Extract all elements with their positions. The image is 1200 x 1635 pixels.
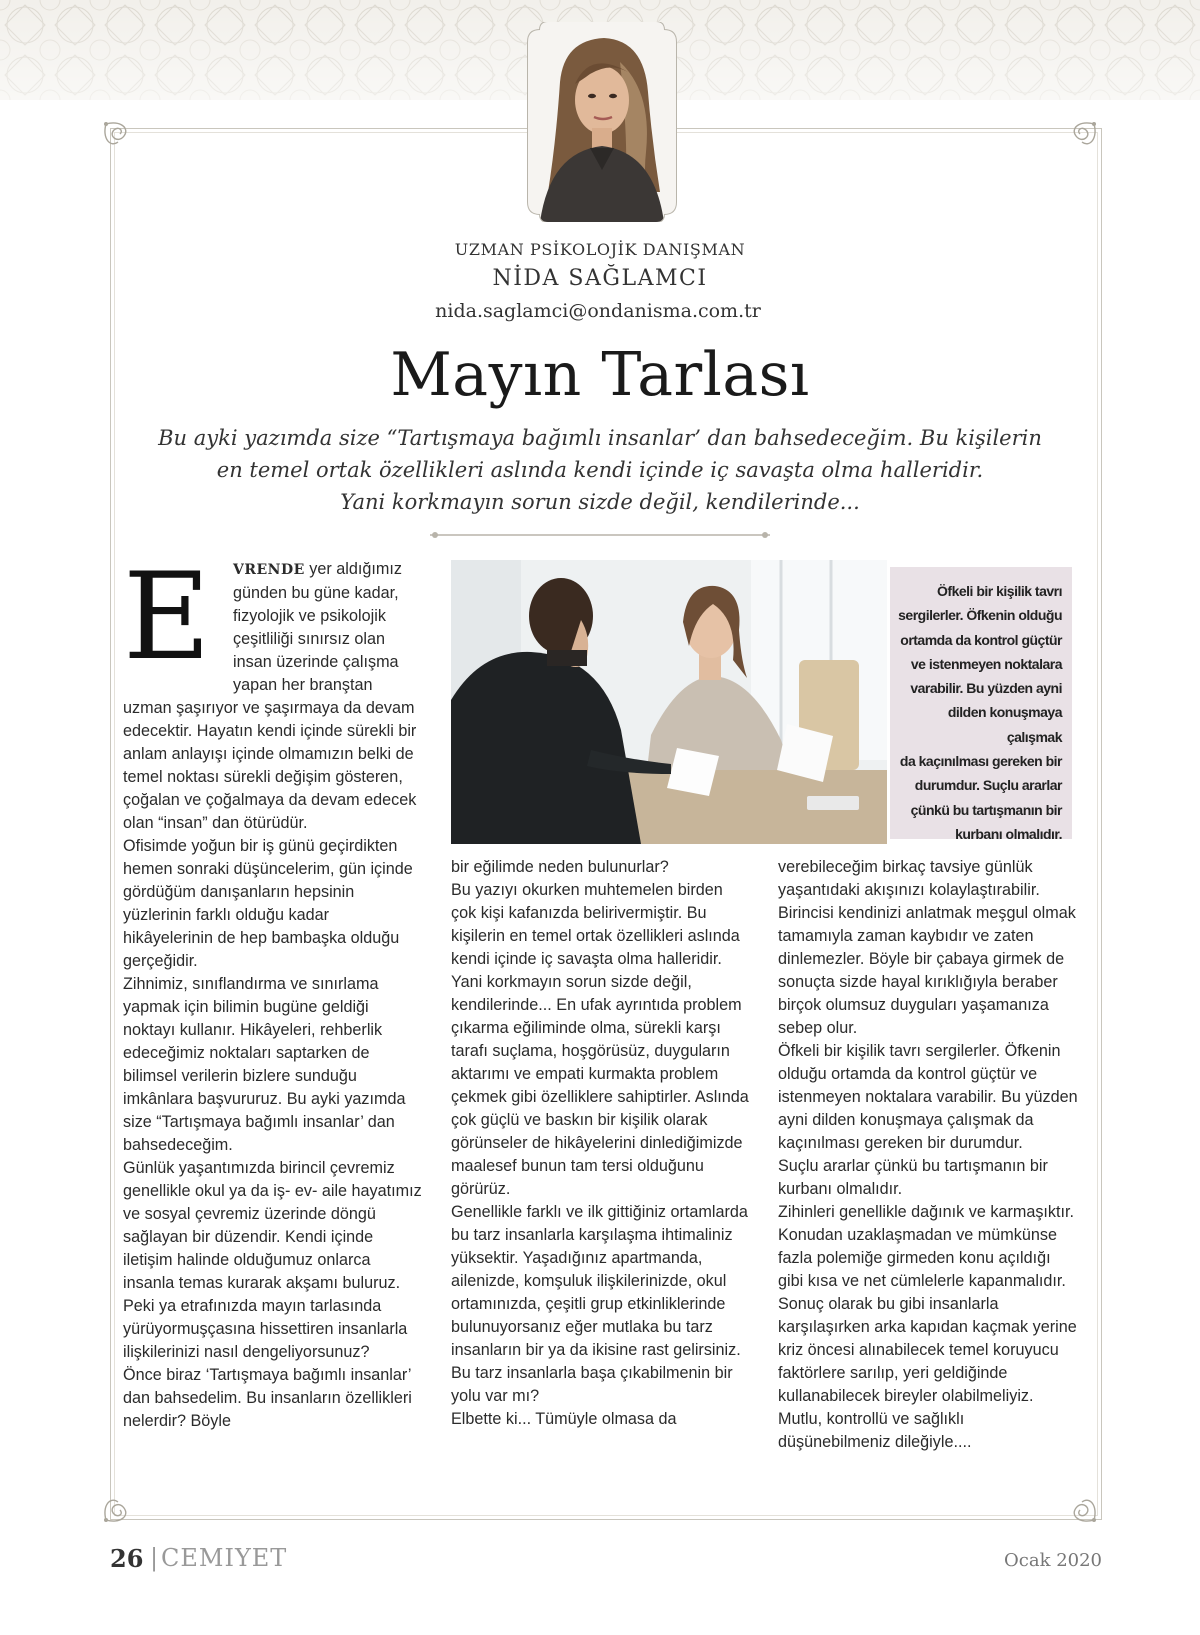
pull-quote-line: ortamda da kontrol güçtür bbox=[900, 631, 1062, 648]
paragraph: Sonuç olarak bu gibi insanlarla karşılaşırken arka kapıdan kaçmak yerine kriz öncesi alınabilecek temel koruyucu faktörlere sarılıp, yeri geldiğinde kullanabilecek bireyler olabilmeliyiz. Mutlu, kontrollü ve sağlıklı düşünebilmeniz dileğiyle.... bbox=[778, 1295, 1077, 1451]
paragraph: Genellikle farklı ve ilk gittiğiniz ortamlarda bu tarz insanlarla karşılaşma ihtimaliniz yüksektir. Yaşadığınız apartmanda, ailenizde, komşuluk ilişkilerinizde, okul ortamınızda, çeşitli grup etkinliklerinde bulunuyorsanız eğer mutlaka bu tarz insanların bir ya da ikisine rast gelirsiniz. bbox=[451, 1203, 748, 1359]
corner-ornament-icon bbox=[100, 118, 146, 164]
corner-ornament-icon bbox=[1054, 118, 1100, 164]
paragraph: Önce biraz ‘Tartışmaya bağımlı insanlar’ dan bahsedelim. Bu insanların özellikleri nelerdir? Böyle bbox=[123, 1366, 412, 1430]
corner-ornament-icon bbox=[1054, 1480, 1100, 1526]
paragraph: Birincisi kendinizi anlatmak meşgul olmak tamamıyla zaman kaybıdır ve zaten dinlemezler. Böyle bir çabaya girmek de sonuçta sizde hayal kırıklığıyla beraber birçok olumsuz duyguları yaşamanıza sebep olur. bbox=[778, 904, 1076, 1037]
column-3 bbox=[778, 856, 1078, 1454]
paragraph: Suçlu ararlar çünkü bu tartışmanın bir kurbanı olmalıdır. bbox=[778, 1157, 1048, 1198]
paragraph: Bu yazıyı okurken muhtemelen birden çok kişi kafanızda belirivermiştir. Bu kişilerin en temel ortak özellikleri aslında kendi içinde iç savaşta olma halleridir. Yani korkmayın sorun sizde değil, kendilerinde... En ufak ayrıntıda problem çıkarma eğiliminde olma, sürekli karşı tarafı suçlama, hoşgörüsüz, duyguların aktarımı ve empati kurmakta problem çekmek gibi özelliklere sahiptirler. Aslında çok güçlü ve baskın bir kişilik olarak görünseler de hikâyelerini dinlediğimizde maalesef bunun tam tersi olduğunu görürüz. bbox=[451, 881, 749, 1198]
issue-date: Ocak 2020 bbox=[1004, 1550, 1103, 1571]
pull-quote-line: durumdur. Suçlu ararlar bbox=[914, 777, 1062, 794]
article-photo bbox=[451, 560, 887, 844]
intro-paragraph bbox=[123, 548, 423, 835]
lead-line: Yani korkmayın sorun sizde değil, kendilerinde... bbox=[340, 490, 860, 514]
pull-quote-line: kurbanı olmalıdır. bbox=[955, 825, 1062, 842]
magazine-name: CEMIYET bbox=[161, 1544, 288, 1572]
pull-quote-line: Öfkeli bir kişilik tavrı bbox=[937, 583, 1062, 599]
pull-quote-line: sergilerler. Öfkenin olduğu bbox=[898, 607, 1062, 624]
paragraph: Zihnimiz, sınıflandırma ve sınırlama yapmak için bilimin bugüne geldiği noktayı kullanır. Hikâyeleri, rehberlik edeceğimiz noktaları saptarken de bilimsel verilerin bizlere sunduğu imkânlara başvururuz. Bu ayki yazımda size “Tartışmaya bağımlı insanlar’ dan bahsedeceğim. bbox=[123, 975, 406, 1154]
paragraph: Bu tarz insanlarla başa çıkabilmenin bir yolu var mı? bbox=[451, 1364, 733, 1405]
lead-line: Bu ayki yazımda size “Tartışmaya bağımlı insanlar’ dan bahsedeceğim. Bu kişilerin bbox=[158, 426, 1042, 450]
intro-text: yer aldığımız günden bu güne kadar, fizyolojik ve psikolojik çeşitliliği sınırsız olan insan üzerinde çalışma yapan her branştan uzman şaşırıyor ve şaşırmaya da devam edecektir. Hayatın kendi içinde sürekli bir anlam anlayışı içinde olmamızın belki de temel noktası sürekli değişim gösteren, çoğalan ve çoğalmaya da devam edecek olan “insan” dan ötürüdür. bbox=[123, 560, 417, 832]
paragraph: Peki ya etrafınızda mayın tarlasında yürüyormuşçasına hissettiren insanlarla ilişkilerinizi nasıl dengeliyorsunuz? bbox=[123, 1297, 408, 1361]
folio-separator: | bbox=[150, 1544, 159, 1572]
pull-quote-line: varabilir. Bu yüzden ayni bbox=[910, 680, 1062, 697]
paragraph: verebileceğim birkaç tavsiye günlük yaşantıdaki akışınızı kolaylaştırabilir. bbox=[778, 858, 1040, 899]
paragraph: Öfkeli bir kişilik tavrı sergilerler. Öfkenin olduğu ortamda da kontrol güçtür ve istenmeyen noktalara varabilir. Bu yüzden ayni dilden konuşmaya çalışmak da kaçınılması gereken bir durumdur. bbox=[778, 1042, 1078, 1152]
author-role: UZMAN PSİKOLOJİK DANIŞMAN bbox=[454, 240, 746, 259]
pull-quote bbox=[890, 567, 1072, 842]
pull-quote-line: dilden konuşmaya çalışmak bbox=[947, 704, 1062, 745]
article-lead bbox=[150, 422, 1050, 518]
paragraph: Zihinleri genellikle dağınık ve karmaşıktır. Konudan uzaklaşmadan ve mümkünse fazla polemiğe girmeden konu açıldığı gibi kısa ve net cümlelerle kapanmalıdır. bbox=[778, 1203, 1074, 1290]
page-number: 26 bbox=[110, 1544, 144, 1573]
paragraph: Ofisimde yoğun bir iş günü geçirdikten hemen sonraki düşüncelerim, gün içinde gördüğüm danışanların hepsinin yüzlerinin farklı olduğu kadar hikâyelerinin de hep bambaşka olduğu gerçeğidir. bbox=[123, 837, 413, 970]
pull-quote-line: da kaçınılması gereken bir bbox=[899, 753, 1062, 770]
pull-quote-line: çünkü bu tartışmanın bir bbox=[910, 801, 1062, 818]
column-2 bbox=[451, 856, 751, 1431]
author-portrait bbox=[520, 22, 684, 222]
author-name: NİDA SAĞLAMCI bbox=[492, 266, 708, 291]
corner-ornament-icon bbox=[100, 1480, 146, 1526]
lead-line: en temel ortak özellikleri aslında kendi içinde iç savaşta olma halleridir. bbox=[216, 458, 984, 482]
ornament-divider bbox=[430, 530, 770, 540]
paragraph: Elbette ki... Tümüyle olmasa da bbox=[451, 1410, 677, 1428]
article-title: Mayın Tarlası bbox=[390, 340, 810, 410]
paragraph: bir eğilimde neden bulunurlar? bbox=[451, 858, 669, 876]
first-word: VRENDE bbox=[233, 562, 305, 578]
paragraph: Günlük yaşantımızda birincil çevremiz genellikle okul ya da iş- ev- aile hayatımız ve sosyal çevremiz üzerinde döngü sağlayan bir düzendir. Kendi içinde iletişim halinde olduğumuz onlarca insanla temas kurarak akşamı buluruz. bbox=[123, 1159, 422, 1292]
author-email[interactable]: nida.saglamci@ondanisma.com.tr bbox=[435, 300, 761, 322]
pull-quote-line: ve istenmeyen noktalara bbox=[910, 655, 1062, 672]
column-1 bbox=[123, 548, 423, 1433]
drop-cap: E bbox=[123, 548, 211, 687]
